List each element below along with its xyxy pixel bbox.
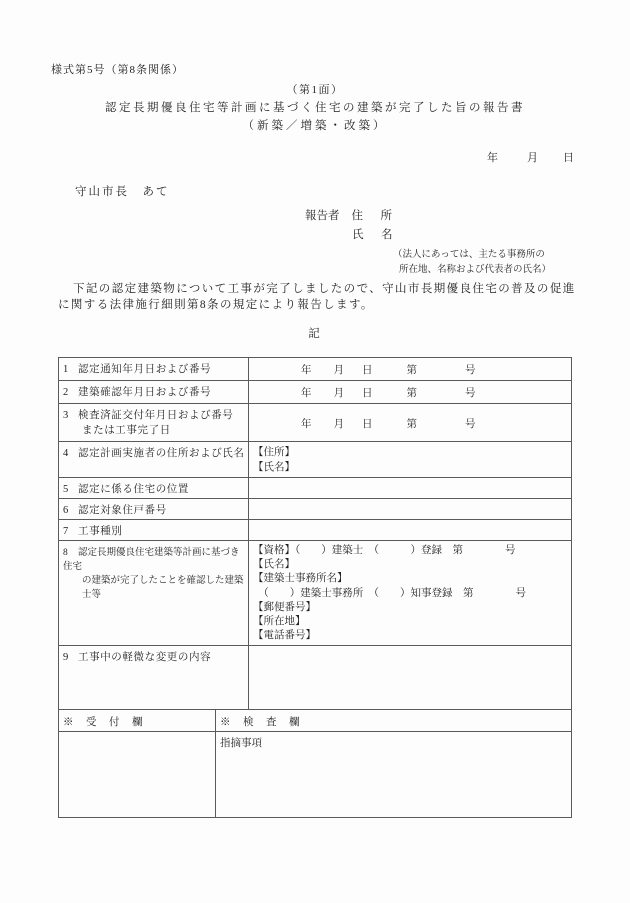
building-confirmation-date-field — [249, 381, 572, 404]
document-title: 認定長期優良住宅等計画に基づく住宅の建築が完了した旨の報告書 — [105, 102, 525, 114]
table-row-confirming-architect — [59, 541, 572, 646]
reporter-address-label: 住 所 — [351, 210, 395, 222]
row-number: 9 — [63, 652, 69, 664]
table-row-work-type — [59, 520, 572, 541]
inspection-column-header: ※ 検 査 欄 — [216, 710, 572, 732]
row-label: 認定に係る住宅の位置 — [78, 484, 189, 495]
reception-column-header: ※ 受 付 欄 — [59, 710, 216, 732]
reporter-name-label: 氏 名 — [352, 229, 396, 241]
row-label: 認定長期優良住宅建築等計画に基づき住宅 — [63, 548, 240, 572]
table-row-house-location — [59, 478, 572, 499]
number-prefix-label: 第 — [406, 418, 417, 430]
list-heading: 記 — [308, 328, 322, 340]
row-number: 1 — [63, 364, 69, 375]
row-number: 3 — [63, 410, 69, 421]
addressee: 守山市長 あて — [75, 186, 170, 198]
table-row-certification-notice — [59, 358, 572, 381]
table-row-building-confirmation — [59, 381, 572, 404]
date-year-label: 年 — [487, 152, 498, 164]
confirming-architect-field — [249, 541, 572, 646]
stamp-table — [58, 709, 572, 818]
office-registration-line: （ ）建築士事務所 （ ）知事登録 第 号 — [253, 587, 526, 599]
reception-stamp-area — [59, 732, 216, 818]
reporter-label: 報告者 — [305, 210, 340, 222]
row-number: 8 — [63, 548, 68, 558]
day-label: 日 — [362, 388, 373, 399]
day-label: 日 — [362, 418, 373, 430]
document-subtitle: （新築／増築・改築） — [242, 120, 388, 132]
row-number: 7 — [63, 526, 69, 537]
month-label: 月 — [333, 365, 344, 376]
row-label-line2: または工事完了日 — [82, 425, 171, 436]
minor-changes-field — [249, 646, 572, 719]
row-number: 5 — [63, 484, 69, 495]
body-line-2: に関する法律施行細則第8条の規定により報告します。 — [58, 299, 374, 311]
row-label: 認定通知年月日および番号 — [78, 364, 212, 375]
number-suffix-label: 号 — [465, 418, 476, 430]
qualification-line: 【資格】（ ）建築士 （ ）登録 第 号 — [253, 545, 516, 556]
table-row-implementer — [59, 442, 572, 478]
row-label: 認定対象住戸番号 — [78, 505, 167, 516]
month-label: 月 — [333, 388, 344, 399]
address-bracket-label: 【住所】 — [253, 447, 295, 458]
stamp-header-row — [59, 710, 572, 732]
phone-number-line: 【電話番号】 — [253, 630, 316, 642]
row-label-line2: の建築が完了したことを確認した建築士等 — [82, 576, 244, 600]
table-row-inspection-certificate — [59, 404, 572, 442]
row-label: 工事中の軽微な変更の内容 — [78, 652, 212, 664]
page-face-label: （第1面） — [286, 84, 344, 96]
implementer-field — [249, 442, 572, 478]
inspection-certificate-date-field — [249, 404, 572, 442]
row-label: 建築確認年月日および番号 — [78, 387, 212, 398]
number-suffix-label: 号 — [465, 365, 476, 376]
body-line-1: 下記の認定建築物について工事が完了しましたので、守山市長期優良住宅の普及の促進 — [73, 283, 576, 295]
row-label: 検査済証交付年月日および番号 — [78, 410, 234, 421]
body-paragraph — [58, 281, 576, 313]
main-table — [58, 357, 572, 719]
stamp-body-row — [59, 732, 572, 818]
inspection-stamp-area — [216, 732, 572, 818]
form-number: 様式第5号（第8条関係） — [51, 64, 184, 76]
postal-code-line: 【郵便番号】 — [253, 601, 316, 613]
row-label: 工事種別 — [78, 526, 123, 537]
house-location-field — [249, 478, 572, 499]
row-number: 6 — [63, 505, 69, 516]
office-address-line: 【所在地】 — [253, 616, 306, 628]
report-date-line — [487, 149, 574, 165]
month-label: 月 — [333, 418, 344, 430]
number-prefix-label: 第 — [406, 388, 417, 399]
architect-name-line: 【氏名】 — [253, 559, 295, 571]
reporter-block — [305, 207, 551, 275]
row-number: 4 — [63, 448, 69, 459]
year-label: 年 — [301, 418, 312, 430]
reporter-note-line1: （法人にあっては、主たる事務所の — [393, 250, 545, 260]
row-number: 2 — [63, 387, 69, 398]
day-label: 日 — [362, 365, 373, 376]
number-prefix-label: 第 — [406, 365, 417, 376]
year-label: 年 — [301, 388, 312, 399]
table-row-minor-changes — [59, 646, 572, 719]
unit-number-field — [249, 499, 572, 520]
table-row-unit-number — [59, 499, 572, 520]
date-month-label: 月 — [527, 152, 538, 164]
number-suffix-label: 号 — [465, 388, 476, 399]
office-name-line: 【建築士事務所名】 — [253, 573, 348, 585]
year-label: 年 — [301, 365, 312, 376]
reporter-note-line2: 所在地、名称および代表者の氏名） — [399, 265, 552, 275]
name-bracket-label: 【氏名】 — [253, 462, 295, 473]
notes-label: 指摘事項 — [220, 738, 262, 749]
date-day-label: 日 — [563, 152, 574, 164]
row-label: 認定計画実施者の住所および氏名 — [78, 448, 245, 459]
work-type-field — [249, 520, 572, 541]
certification-notice-date-field — [249, 358, 572, 381]
